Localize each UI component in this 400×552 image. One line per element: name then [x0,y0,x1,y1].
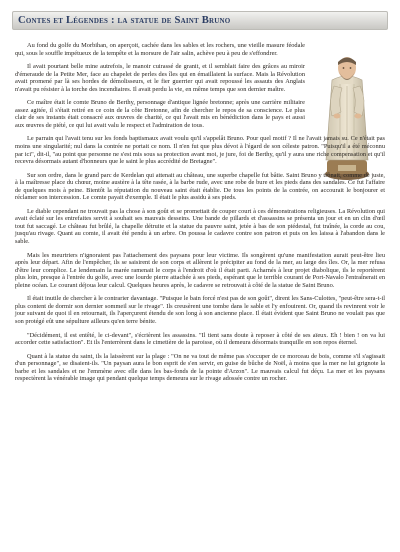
paragraph: Le parrain qui l'avait tenu sur les fonds baptismaux avait voulu qu'il s'appelât Bruno. Pour quel motif ? Il ne l'avait jamais su. Ce n'était pas moins une singularité; nul dans la contrée ne portait ce nom. Il n'en fut que plus dévot à l'égard de son céleste patron. "Puisqu'il a été méconnu par ici", dit-il, "au point que personne ne s'est mis sous sa protection avant moi, je jure, foi de Berthy, qu'il y aura une riche compensation et qu'il recevra désormais autant d'honneurs que le saint le plus accrédité de Bretagne". [15,135,385,166]
paragraph: Le diable cependant ne trouvait pas la chose à son goût et se promettait de couper court à ces démonstrations religieuses. La Révolution qui avait éclaté sur les entrefaites servit à souhait ses mauvais desseins. Une bande de pillards et d'assassins se présenta un jour et en un clin d'œil tout fut saccagé. Le château fut brûlé, la chapelle détruite et la statue du pauvre saint, jetée à bas de son piédestal, fut traînée, la corde au cou, jusqu'au rivage. Quant au comte, il avait été pendu à un arbre. On poussa le cadavre contre son patron et puis on les laissa à l'abandon dans le sable. [15,207,385,246]
story-text [15,42,385,389]
paragraph: Sur son ordre, dans le grand parc de Kerdelan qui attenait au château, une superbe chapelle fut bâtie. Saint Bruno y trônait, comme de juste, à la maîtresse place du chœur, moine austère à la tête rasée, à la barbe rude, avec une robe de bure et les pieds dans des sandales. Ce fut l'affaire de quelques mois à peine. Bientôt la réputation du nouveau saint était établie. De tous les points de la contrée, on accourait le bonjourer et réclamer son intercession. Le comte payait d'exemple. Il était le plus assidu à ses pieds. [15,171,385,202]
paragraph: Il était inutile de chercher à le contrarier davantage. "Puisque le bain forcé n'est pas de son goût", dirent les Sans-Culottes, "peut-être sera-t-il plus content de dormir son dernier sommeil sur le rivage". Ils creusèrent une tombe dans le sable et l'y enfouirent. Or, quand ils revinrent voir le jour suivant de quoi il en retournait, ils l'aperçurent étendu de son long à son ancienne place. Il était évident que Saint Bruno ne voulait pas que son protégé eût une sépulture ailleurs qu'en terre bénite. [15,295,385,325]
paragraph: "Décidément, il est entêté, le ci-devant", s'écrièrent les assassins. "Il tient sans doute à reposer à côté de ses aïeux. Eh ! bien ! on va lui accorder cette satisfaction". Et ils l'enterrèrent dans le cimetière de la paroisse, où il demeura désormais tranquille en son repos éternel. [15,331,385,347]
paragraph: Il avait pourtant belle mine autrefois, le manoir cuirassé de granit, et il semblait faire des grâces au miroir d'émeraude de la Petite Mer, face au chapelet de perles des îles qui en émaillaient la surface. Mais la Révolution avait promené par là ses hordes de démolisseurs, et le fier guerrier qui avait repoussé les assauts des Anglais n'avait pu résister à la torche des incendiaires. Il avait perdu la vie, en même temps que son dernier maître. [15,63,305,93]
page-title: Contes et Légendes : la statue de Saint Bruno [18,15,231,26]
paragraph: Quant à la statue du saint, ils la laissèrent sur la plage : "On ne va tout de même pas s'occuper de ce morceau de bois, comme s'il s'agissait d'un personnage", se disaient-ils. "Un paysan aura le bon esprit de s'en servir, en guise de bûche de Noël, à moins que la mer ne lui grignote la barbe et les sandales et ne l'emmène avec elle dans les bas-fonds de la pointe d'Arzon". Le mauvais calcul fut déçu. La mer et les paysans respectèrent la vénérable image qui pendant quelque temps demeura sur le rivage adossée contre un rocher. [15,352,385,383]
paragraph: Mais les meurtriers n'ignoraient pas l'attachement des paysans pour leur victime. Ils songèrent qu'une manifestation aurait peut-être lieu après leur départ. Afin de l'empêcher, ils se saisirent de son corps et allèrent le précipiter au fond de la mer, au large des îles. Or, la mer refusa d'être leur complice. Le lendemain la marée ramenait le corps à l'endroit d'où il était parti. Acharnés à leur projet diabolique, ils le reportèrent plus loin, presque à l'entrée du golfe, avec une lourde pierre attachée à ses pieds, espérant que le terrible courant de Port-Navalo l'entraînerait en pleine océan. Le courant déjoua leur calcul. Quelques heures après, le cadavre se retrouvait à côté de la statue de Saint Bruno. [15,251,385,289]
title-banner [12,11,388,30]
paragraph: Au fond du golfe du Morbihan, on aperçoit, cachée dans les sables et les rochers, une vieille masure féodale qui, sous le souffle impétueux de la tempête et la morsure de l'air salin, achève peu à peu de s'effondrer. [15,42,305,57]
paragraph: Ce maître était le comte Bruno de Berthy, personnage d'antique lignée bretonne; après une carrière militaire assez agitée, il s'était retiré en ce coin de la côte Bretonne, afin de chercher le repos de sa conscience. Le plus clair de ses instants était consacré aux œuvres de charité, ce qui l'avait mis en bénédiction dans le pays et aussi aux œuvres de piété, ce qui lui avait valu le respect et l'admiration de tous. [15,99,305,129]
